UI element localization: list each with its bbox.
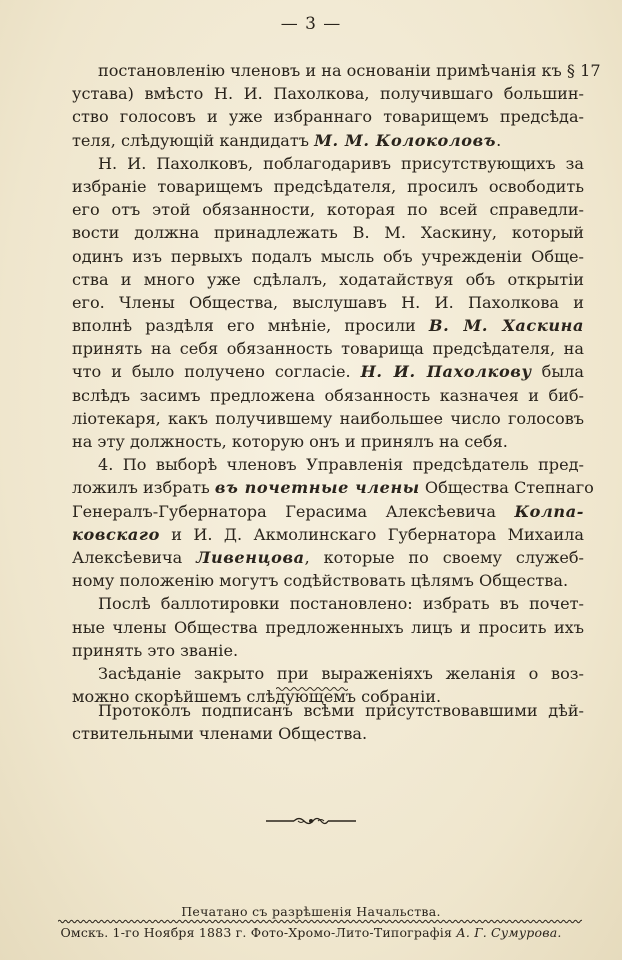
text-line (72, 476, 594, 499)
closing-text (72, 699, 584, 745)
text-line: его отъ этой обязанности, которая по всей справедли- (72, 200, 584, 220)
text-line: Протоколъ подписанъ всѣми присутствовавшими дѣй- (98, 701, 584, 720)
emphasized-name: въ почетные члены (214, 478, 420, 498)
text-line (72, 523, 584, 546)
text-line: Н. И. Пахолковъ, поблагодаривъ присутствующихъ за (98, 153, 584, 173)
paragraph (72, 152, 584, 453)
ornament-divider (266, 815, 356, 827)
text-run: Общества Степнаго (419, 478, 594, 498)
text-run: что и было получено согласіе. (72, 362, 361, 382)
text-line: Засѣданіе закрыто при выраженіяхъ желанія о воз- (98, 663, 584, 683)
text-run: и И. Д. Акмолинскаго Губернатора Михаила (159, 524, 584, 544)
text-line (72, 314, 584, 337)
paragraph (72, 59, 601, 152)
text-run: , которые по своему служеб- (304, 547, 584, 567)
text-line: ному положенію могутъ содѣйствовать цѣлямъ Общества. (72, 571, 569, 591)
paragraph (72, 699, 584, 745)
text-line: избраніе товарищемъ предсѣдателя, просилъ освободить (72, 176, 584, 196)
text-line: ные члены Общества предложенныхъ лицъ и просить ихъ (72, 617, 584, 637)
text-line: принять на себя обязанность товарища предсѣдателя, на (72, 339, 584, 359)
text-run: Алексѣевича (72, 547, 197, 567)
text-line: ствительными членами Общества. (72, 724, 368, 744)
emphasized-name: В. М. Хаскина (428, 316, 584, 336)
footer-wavy-rule (58, 919, 582, 924)
text-line: можно скорѣйшемъ слѣдующемъ собраніи. (72, 687, 442, 707)
paragraph (72, 592, 584, 662)
text-line: одинъ изъ первыхъ подалъ мысль объ учрежденіи Обще- (72, 246, 584, 266)
text-line: вости должна принадлежать В. М. Хаскину, который (72, 223, 584, 243)
text-line: ліотекаря, какъ получившему наибольшее число голосовъ (72, 408, 584, 428)
printer-imprint (0, 925, 622, 940)
text-line (72, 360, 584, 383)
text-line (72, 129, 584, 152)
text-run: Генералъ-Губернатора Герасима Алексѣевича (72, 501, 515, 521)
emphasized-name: Н. И. Пахолкову (360, 362, 532, 382)
text-run: . (496, 130, 502, 150)
printing-permission: Печатано съ разрѣшенія Начальства. (181, 904, 441, 919)
imprint-text: Омскъ. 1-го Ноября 1883 г. Фото-Хромо-Лито-Типографія (60, 925, 457, 940)
paragraph (72, 453, 594, 592)
text-line: на эту должность, которую онъ и принялъ на себя. (72, 432, 508, 451)
text-line: 4. По выборѣ членовъ Управленія предсѣдатель пред- (98, 455, 584, 475)
wavy-divider (276, 686, 348, 692)
text-run: вполнѣ раздѣля его мнѣніе, просили (72, 316, 429, 336)
page-number: — 3 — (280, 14, 342, 34)
text-run: была (531, 362, 584, 382)
text-line (72, 546, 584, 569)
text-run: ложилъ избрать (72, 478, 215, 498)
text-run: теля, слѣдующій кандидатъ (72, 130, 315, 150)
text-line: вслѣдъ засимъ предложена обязанность казначея и биб- (72, 385, 584, 405)
emphasized-name: Ливенцова (196, 547, 305, 567)
text-line: ства и много уже сдѣлалъ, ходатайствуя объ открытіи (72, 269, 584, 289)
text-line: Послѣ баллотировки постановлено: избрать въ почет- (98, 594, 584, 614)
printer-name: А. Г. Сумурова. (456, 925, 562, 940)
emphasized-name: М. М. Колоколовъ (314, 130, 497, 150)
text-line: принять это званіе. (72, 640, 239, 660)
text-line: постановленію членовъ и на основаніи примѣчанія къ § 17 (98, 61, 601, 80)
text-line (72, 500, 584, 523)
protocol-text (72, 59, 601, 708)
text-line: ство голосовъ и уже избраннаго товарищемъ предсѣда- (72, 107, 584, 127)
text-line: его. Члены Общества, выслушавъ Н. И. Пахолкова и (72, 292, 584, 312)
emphasized-name: ковскаго (72, 524, 160, 544)
text-line: устава) вмѣсто Н. И. Пахолкова, получившаго большин- (72, 84, 584, 104)
emphasized-name: Колпа- (514, 501, 584, 521)
